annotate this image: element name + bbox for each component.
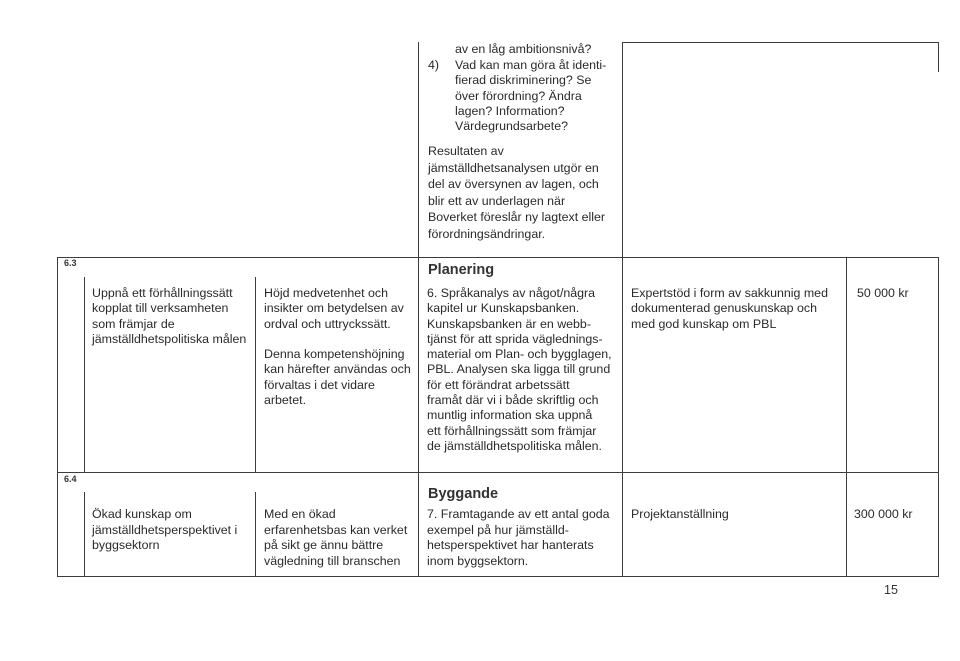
col-divider-2b: [255, 492, 256, 576]
activity-cell: 6. Språkanalys av något/några kapitel ur Kunskapsbanken. Kunskapsbanken är en webb- tjänst för att sprida väglednings- material om Plan- och bygglagen, PBL. Analysen ska ligga till grund för ett förändrat arbetssätt framåt där vi i både skriftlig och muntlig information ska uppnå ett förhållningssätt som främjar de jämställdhetspolitiska målen.: [427, 286, 612, 453]
section-heading: Planering: [428, 262, 495, 278]
resource-cell: Expertstöd i form av sakkunnig med dokumenterad genuskunskap och med god kunskap om PBL: [631, 286, 828, 331]
cont-row-divider: [938, 42, 939, 72]
section-number: 6.3: [64, 258, 77, 268]
resource-cell: Projektanställning: [631, 507, 729, 521]
table-line-2: [57, 472, 939, 473]
goal-cell: Ökad kunskap om jämställdhetsperspektivet i byggsektorn: [92, 507, 238, 552]
table-line-1: [57, 257, 939, 258]
cost-cell: 50 000 kr: [857, 286, 909, 300]
table-left-border: [57, 257, 58, 577]
table-right-border: [938, 257, 939, 577]
goal-cell: Uppnå ett förhållningssätt kopplat till verksamheten som främjar de jämställdhetspolitiska målen: [92, 286, 247, 346]
cont-row-top-line: [622, 42, 938, 43]
item4-marker: 4): [428, 58, 440, 72]
col-divider-3: [418, 257, 419, 577]
section-heading: Byggande: [428, 486, 499, 502]
col-divider-4: [622, 257, 623, 577]
section-number: 6.4: [64, 474, 77, 484]
list-tail: av en låg ambitionsnivå?: [455, 42, 592, 56]
col-divider-5: [846, 257, 847, 577]
cost-cell: 300 000 kr: [854, 507, 913, 521]
item4-text: Vad kan man göra åt identi- fierad diskriminering? Se över förordning? Ändra lagen? Information? Värdegrundsarbete?: [455, 58, 607, 134]
cont-row-left-line: [418, 42, 419, 258]
effect-cell: Höjd medvetenhet och insikter om betydelsen av ordval och uttryckssätt. Denna kompetenshöjning kan härefter användas och förvaltas i det vidare arbetet.: [264, 286, 411, 408]
col-divider-1: [84, 277, 85, 472]
activity-cell: 7. Framtagande av ett antal goda exempel på hur jämställd- hetsperspektivet har hanterats inom byggsektorn.: [427, 507, 610, 568]
table-line-3: [57, 576, 939, 577]
cont-row-right-line: [622, 42, 623, 258]
continuation-paragraph: Resultaten av jämställdhetsanalysen utgör en del av översynen av lagen, och blir ett av underlagen när Boverket föreslår ny lagtext eller förordningsändringar.: [428, 144, 605, 241]
col-divider-1b: [84, 492, 85, 576]
effect-cell: Med en ökad erfarenhetsbas kan verket på sikt ge ännu bättre vägledning till branschen: [264, 507, 408, 568]
page-number: 15: [884, 583, 898, 597]
col-divider-2: [255, 277, 256, 472]
